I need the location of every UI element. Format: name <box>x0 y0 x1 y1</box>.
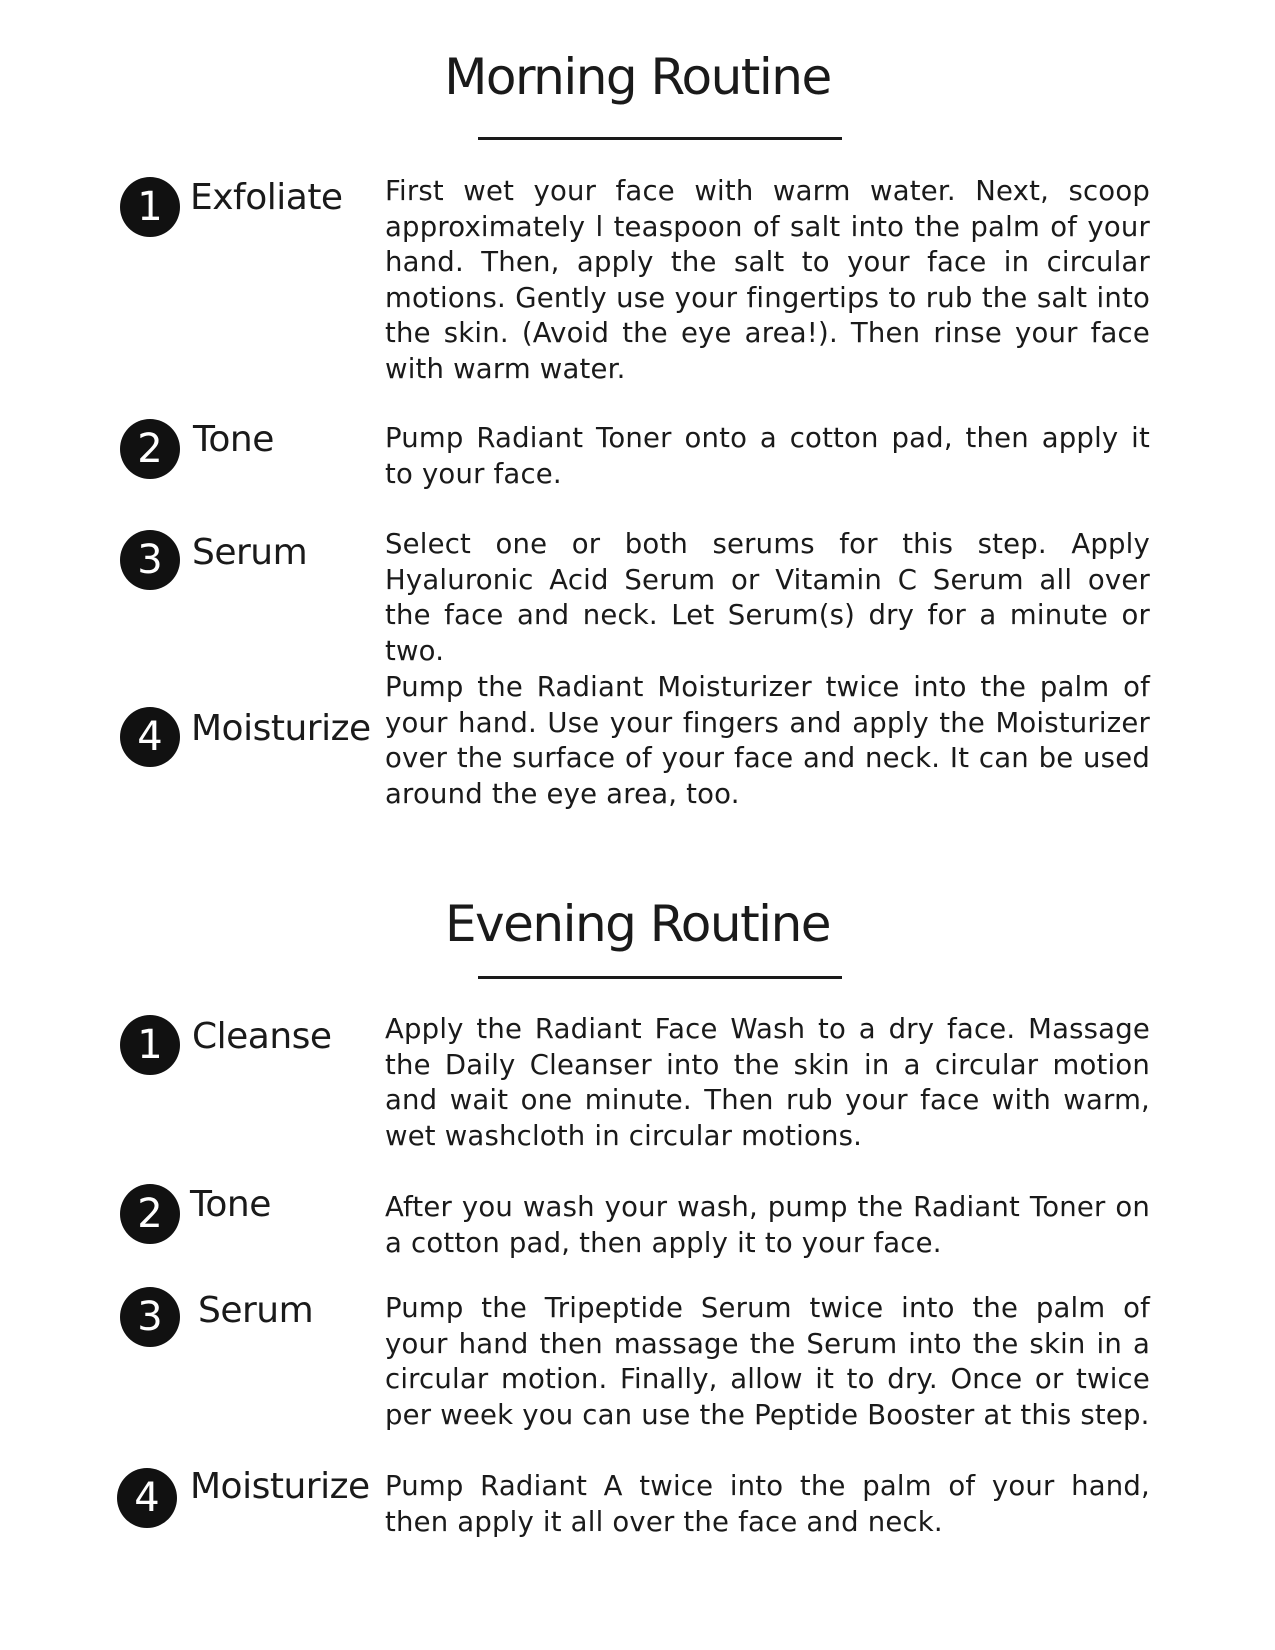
step-name: Exfoliate <box>190 177 343 218</box>
step-number-badge: 4 <box>117 1468 177 1528</box>
step-description: After you wash your wash, pump the Radiant Toner on a cotton pad, then apply it to your face. <box>385 1191 1150 1259</box>
step-description: Select one or both serums for this step. Apply Hyaluronic Acid Serum or Vitamin C Serum all over the face and neck. Let Serum(s) dry for a minute or two. <box>385 528 1150 667</box>
step-number-badge: 3 <box>120 1287 180 1347</box>
step-description: Pump Radiant Toner onto a cotton pad, then apply it to your face. <box>385 422 1150 490</box>
step-number-badge: 2 <box>120 1184 180 1244</box>
step-number-badge: 2 <box>120 419 180 479</box>
step-description: First wet your face with warm water. Next, scoop approximately l teaspoon of salt into the palm of your hand. Then, apply the salt to your face in circular motions. Gently use your fingertips to rub the salt into the skin. (Avoid the eye area!). Then rinse your face with warm water. <box>385 175 1150 385</box>
step-number-badge: 1 <box>120 177 180 237</box>
step-description: Pump the Tripeptide Serum twice into the palm of your hand then massage the Serum into the skin in a circular motion. Finally, allow it to dry. Once or twice per week you can use the Peptide Booster at this step. <box>385 1292 1150 1431</box>
step-name: Tone <box>190 1184 271 1225</box>
step-name: Moisturize <box>191 708 371 749</box>
evening-title-divider <box>478 976 842 979</box>
step-name: Tone <box>193 419 274 460</box>
evening-routine-title: Evening Routine <box>444 895 831 953</box>
step-number-badge: 1 <box>120 1015 180 1075</box>
step-description: Pump the Radiant Moisturizer twice into the palm of your hand. Use your fingers and apply the Moisturizer over the surface of your face and neck. It can be used around the eye area, too. <box>385 671 1150 810</box>
step-description: Pump Radiant A twice into the palm of your hand, then apply it all over the face and neck. <box>385 1470 1150 1538</box>
step-number-badge: 4 <box>120 707 180 767</box>
step-name: Serum <box>192 532 308 573</box>
morning-routine-title: Morning Routine <box>444 48 831 106</box>
morning-title-divider <box>478 137 842 140</box>
step-number-badge: 3 <box>120 530 180 590</box>
step-description: Apply the Radiant Face Wash to a dry face. Massage the Daily Cleanser into the skin in a circular motion and wait one minute. Then rub your face with warm, wet washcloth in circular motions. <box>385 1013 1150 1152</box>
step-name: Serum <box>198 1290 314 1331</box>
step-name: Cleanse <box>192 1016 332 1057</box>
step-name: Moisturize <box>190 1466 370 1507</box>
